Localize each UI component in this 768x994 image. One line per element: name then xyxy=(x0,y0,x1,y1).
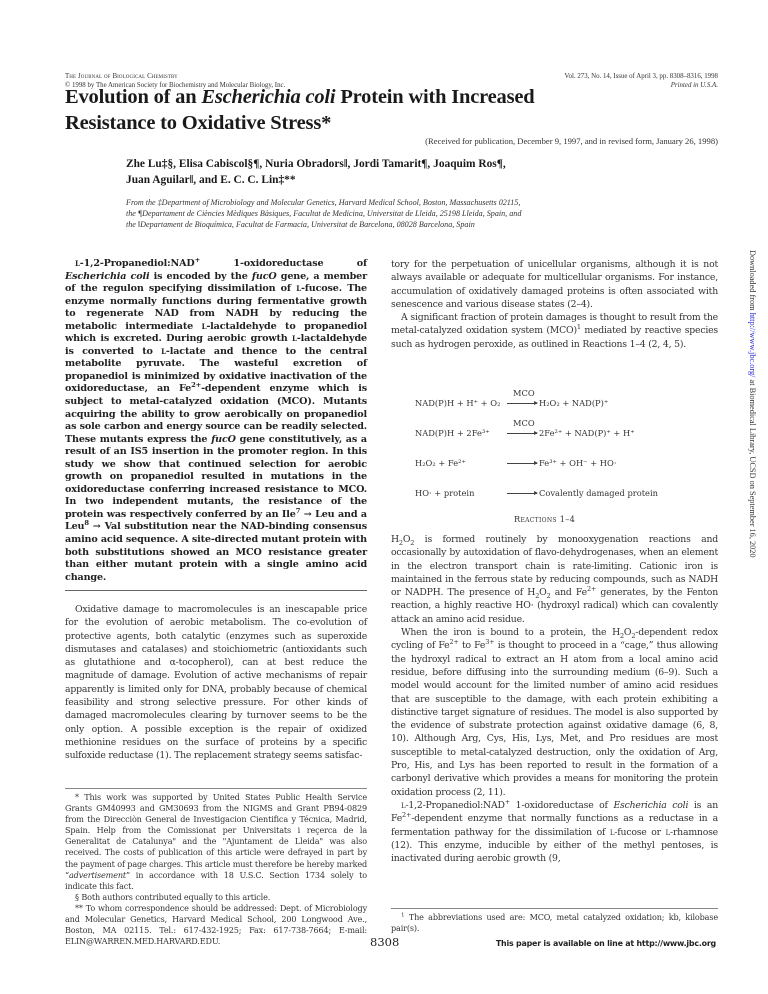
gene-name: fucO xyxy=(251,270,277,282)
reaction-lhs: HO· + protein xyxy=(415,488,475,498)
title-organism: Escherichia coli xyxy=(201,86,336,108)
title-text: Protein with Increased xyxy=(335,86,535,108)
superscript: 8 xyxy=(84,519,89,528)
introduction-left xyxy=(65,603,367,763)
affiliations xyxy=(126,197,726,231)
catalyst-label: MCO xyxy=(513,388,535,398)
l-prefix: l xyxy=(292,333,297,345)
authors-line-1: Zhe Lu‡§, Elisa Cabiscol§¶, Nuria Obradors‖, Jordi Tamarit¶, Joaquim Ros¶, xyxy=(126,158,506,170)
gene-name: fucO xyxy=(211,433,236,445)
superscript: 2+ xyxy=(586,585,597,594)
catalyst-label: MCO xyxy=(513,418,535,428)
arrow-right-icon xyxy=(507,463,537,464)
sidebar-text: at Biomedical Library, UCSD on September 16, 2020 xyxy=(748,377,757,558)
intro-text: and Fe xyxy=(550,587,587,599)
subscript: 2 xyxy=(398,538,403,547)
chem-text: O xyxy=(539,587,547,599)
abstract-text: → Val substitution near the NAD-binding consensus amino acid sequence. A site-directed mutant protein with both substitutions showed an MCO resistance greater than either mutant protein with a single amino acid change. xyxy=(65,521,367,583)
abstract-divider xyxy=(65,590,367,591)
arrow-right-icon xyxy=(507,433,537,434)
reactions-caption: Reactions 1–4 xyxy=(514,514,576,524)
volume-info xyxy=(564,72,718,90)
author-list xyxy=(126,156,506,188)
footnotes-left xyxy=(65,792,367,947)
abbreviations-footnote xyxy=(391,912,718,934)
abstract-text: 1-oxidoreductase of xyxy=(200,258,367,269)
abstract-text: -fucose. The enzyme normally functions during fermentative growth to regenerate NAD from NADH by reducing the metabolic intermediate xyxy=(65,283,367,332)
intro-text: generates, by the Fenton reaction, a highly reactive HO· (hydroxyl radical) which can covalently attack an amino acid residue. xyxy=(391,587,718,625)
abstract xyxy=(65,255,368,584)
printed-location: Printed in U.S.A. xyxy=(670,82,718,89)
reaction-lhs: NAD(P)H + 2Fe³⁺ xyxy=(415,428,490,438)
arrow-right-icon xyxy=(507,403,537,404)
reaction-rhs: H₂O₂ + NAD(P)⁺ xyxy=(539,398,609,408)
sidebar-text: Downloaded from xyxy=(748,250,757,313)
abstract-text: gene constitutively, as a result of an IS5 insertion in the promoter region. In this study we show that continued selection for aerobic growth on propanediol resulted in mutations in the oxidoreductase conferring increased resistance to MCO. In two independent mutants, the resistance of the protein was respectively conferred by an Ile xyxy=(65,433,367,520)
intro-text: -dependent enzyme that normally functions as a reductase in a fermentation pathway for the dissimilation of xyxy=(391,813,718,838)
intro-text: is an Fe xyxy=(391,799,718,825)
abstract-text: -lactaldehyde is converted to xyxy=(65,333,367,357)
authors-line-2: Juan Aguilar‖, and E. C. C. Lin‡** xyxy=(126,174,296,186)
abbreviations-text: The abbreviations used are: MCO, metal catalyzed oxidation; kb, kilobase pair(s). xyxy=(391,912,718,934)
jbc-link[interactable]: http://www.jbc.org/ xyxy=(748,312,757,378)
footnote-marker: 1 xyxy=(401,912,405,919)
superscript: 3+ xyxy=(485,638,495,647)
chem-text: H xyxy=(391,534,399,545)
volume-issue: Vol. 273, No. 14, Issue of April 3, pp. 8308–8316, 1998 xyxy=(564,73,718,80)
abstract-text: is encoded by the xyxy=(149,270,252,282)
superscript: + xyxy=(504,797,510,806)
abstract-text: -1,2-Propanediol:NAD xyxy=(79,258,195,269)
chem-text: O xyxy=(402,534,411,545)
online-availability: This paper is available on line at http://www.jbc.org xyxy=(495,939,716,948)
correspondence-footnote: ** To whom correspondence should be addressed: Dept. of Microbiology and Molecular Genetics, Harvard Medical School, 200 Longwood Ave., Boston, MA 02115. Tel.: 617-432-1925; Fax: 617-738-7664; E-mail: ELIN@WARREN.MED.HARVARD.EDU. xyxy=(65,902,367,947)
abstract-text: -lactate and thence to the central metabolite pyruvate. The wasteful excretion of propanediol is minimized by oxidative inactivation of the oxidoreductase, an Fe xyxy=(65,345,367,395)
superscript: 7 xyxy=(295,506,301,515)
funding-footnote: * This work was supported by United States Public Health Service Grants GM40993 and GM30693 from the NIGMS and Grant PB94-0829 from the Direcciòn General de Investigacion Cientifica y Técnica, Madrid, Spain. Help from the Comissionat per Universitats i reçerca de la Generalitat de Catalunya" and the "Ajuntament de Lleida" was also received. The costs of publication of this article were defrayed in part by the payment of page charges. This article must therefore be hereby marked “ xyxy=(65,792,367,880)
reaction-rhs: Covalently damaged protein xyxy=(539,488,658,498)
superscript: + xyxy=(194,255,201,264)
received-dates: (Received for publication, December 9, 1997, and in revised form, January 26, 1998) xyxy=(425,136,718,146)
intro-paragraph: tory for the perpetuation of unicellular organisms, although it is not always available or adequate for multicellular organisms. For instance, accumulation of oxidatively damaged proteins is often associated with senescence and various disease states (2–4). xyxy=(391,259,718,310)
subscript: 2 xyxy=(546,592,551,601)
superscript: 2+ xyxy=(402,811,412,820)
intro-text: is thought to proceed in a “cage,” thus allowing the hydroxyl radical to extract an H atom from a local amino acid residue, before diffusing into the surrounding medium (6–9). Such a model would account for the limited number of amino acid residues that are susceptible to the damage, with each protein exhibiting a distinctive target signature of residues. The model is also supported by the evidence of substrate protection against oxidative damage (6, 8, 10). Although Arg, Cys, His, Lys, Met, and Pro residues are most susceptible to metal-catalyzed destruction, only the oxidation of Arg, Pro, His, and Lys has been reported to result in the formation of a carbonyl derivative which provides a means for monitoring the protein oxidation process (2, 11). xyxy=(391,640,718,798)
intro-text: -fucose or xyxy=(614,826,666,838)
chem-text: O xyxy=(623,627,632,639)
footnote-divider xyxy=(65,788,367,789)
l-prefix: l xyxy=(296,283,301,295)
title-text: Evolution of an xyxy=(65,86,202,108)
intro-text: 1-oxidoreductase of xyxy=(509,799,614,811)
intro-text: -dependent redox cycling of Fe xyxy=(391,627,718,652)
footnote-ref: 1 xyxy=(576,323,581,332)
reaction-lhs: NAD(P)H + H⁺ + O₂ xyxy=(415,398,501,408)
article-title xyxy=(65,84,534,136)
copyright: © 1998 by The American Society for Biochemistry and Molecular Biology, Inc. xyxy=(65,82,286,89)
l-prefix: l xyxy=(201,320,207,332)
organism-name: Escherichia coli xyxy=(613,799,689,811)
intro-text: -1,2-Propanediol:NAD xyxy=(405,799,505,811)
organism-name: Escherichia coli xyxy=(65,270,150,282)
l-prefix: l xyxy=(609,826,615,838)
l-prefix: l xyxy=(161,345,166,357)
l-prefix: l xyxy=(75,258,80,269)
page-number: 8308 xyxy=(370,935,400,949)
subscript: 2 xyxy=(631,631,636,640)
abstract-text: -lactaldehyde to propanediol which is excreted. During aerobic growth xyxy=(65,320,367,345)
reaction-rhs: 2Fe²⁺ + NAD(P)⁺ + H⁺ xyxy=(539,428,635,438)
abstract-text: -dependent enzyme which is subject to metal-catalyzed oxidation (MCO). Mutants acquiring the ability to grow aerobically on propanediol as sole carbon and energy source can be readily selected. These mutants express the xyxy=(65,383,367,445)
subscript: 2 xyxy=(619,631,624,640)
abstract-text: → Leu and a Leu xyxy=(65,508,367,533)
intro-text: to Fe xyxy=(458,640,486,652)
superscript: 2+ xyxy=(191,381,202,390)
introduction-right-bottom xyxy=(391,533,718,865)
intro-paragraph: Oxidative damage to macromolecules is an inescapable price for the evolution of aerobic metabolism. The co-evolution of protective agents, both catalytic (enzymes such as superoxide dismutases and catalases) and stoichiometric (antioxidants such as glutathione and α-tocopherol), can at best reduce the magnitude of damage. Evolution of active mechanisms of repair apparently is limited only for DNA, probably because of chemical feasibility and strong selective pressure. For other kinds of damaged macromolecules clearing by turnover seems to be the only option. A possible exception is the repair of oxidized methionine residues on the surface of proteins by a specific sulfoxide reductase (1). The replacement strategy seems satisfac- xyxy=(65,604,367,762)
subscript: 2 xyxy=(410,538,415,547)
intro-text: -rhamnose (12). This enzyme, inducible by either of the methyl pentoses, is inactivated during aerobic growth (9, xyxy=(391,826,718,865)
footnote-divider-right xyxy=(391,908,718,909)
reaction-lhs: H₂O₂ + Fe²⁺ xyxy=(415,458,466,468)
funding-footnote-end: ” in accordance with 18 U.S.C. Section 1734 solely to indicate this fact. xyxy=(65,869,367,891)
affiliation-2: the ¶Departament de Ciències Mèdiques Bàsiques, Facultat de Medicina, Universitat de Lleida, 25198 Lleida, Spain, and xyxy=(126,209,522,219)
l-prefix: l xyxy=(665,826,670,838)
abstract-text: gene, a member of the regulon specifying dissimilation of xyxy=(65,270,368,295)
l-prefix: l xyxy=(401,799,406,811)
intro-text: When the iron is bound to a protein, the H xyxy=(401,627,620,639)
superscript: 2+ xyxy=(449,638,459,647)
arrow-right-icon xyxy=(507,493,537,494)
reaction-rhs: Fe³⁺ + OH⁻ + HO· xyxy=(539,458,617,468)
affiliation-3: the ‖Departament de Bioquímica, Facultat de Farmacia, Universitat de Barcelona, 08028 Barcelona, Spain xyxy=(126,220,475,230)
introduction-right-top xyxy=(391,258,718,351)
advertisement-term: advertisement xyxy=(69,869,127,880)
title-line-2: Resistance to Oxidative Stress* xyxy=(65,112,332,134)
subscript: 2 xyxy=(535,592,540,601)
journal-name: The Journal of Biological Chemistry xyxy=(65,73,178,80)
intro-text: A significant fraction of protein damages is thought to result from the metal-catalyzed oxidation system (MCO) xyxy=(391,312,718,337)
intro-text: mediated by reactive species such as hydrogen peroxide, as outlined in Reactions 1–4 (2, 4, 5). xyxy=(391,325,718,350)
intro-text: is formed routinely by monooxygenation reactions and occasionally by autoxidation of flavo-dehydrogenases, when an element in the electron transport chain is rate-limiting. Cationic iron is maintained in the ferrous state by reducing compounds, such as NADH or NADPH. The presence of H xyxy=(391,534,718,599)
equal-contribution-footnote: § Both authors contributed equally to this article. xyxy=(75,891,271,902)
download-sidebar xyxy=(748,250,757,810)
affiliation-1: From the ‡Department of Microbiology and Molecular Genetics, Harvard Medical School, Boston, Massachusetts 02115, xyxy=(126,198,521,207)
